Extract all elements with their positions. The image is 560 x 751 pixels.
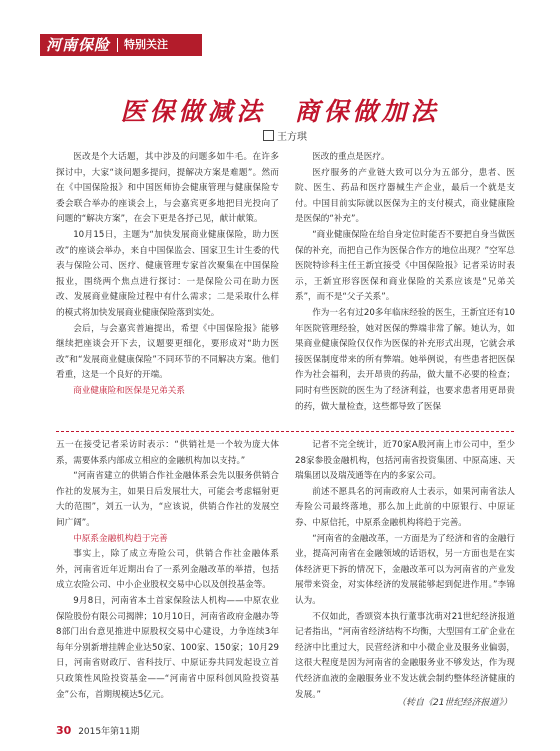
issue-label: 2015年第11期 [78, 727, 140, 737]
paragraph: 五一在接受记者采访时表示：“供销社是一个较为庞大体系，需要体系内部成立相应的金融机构加以支持。” [56, 440, 279, 466]
paragraph: 记者不完全统计，近70家A股河南上市公司中，至少28家参股金融机构，包括河南省投资集团、中原高速、天瑞集团以及瑞茂通等在内的多家公司。 [295, 440, 515, 482]
section-label: 特别关注 [124, 38, 168, 51]
author-name: 王方琪 [277, 132, 307, 143]
column-top-left [56, 150, 279, 400]
column-bottom-right [295, 438, 515, 703]
paragraph: 医疗服务的产业链大致可以分为五部分，患者、医院、医生、药品和医疗器械生产企业，最后一个就是支付。中国目前实际就以医保为主的支付模式，商业健康险是医保的“补充”。 [295, 167, 515, 225]
article-author [263, 128, 307, 143]
paragraph: 不仅如此，香颂资本执行董事沈萌对21世纪经济报道记者指出，“河南省经济结构不均衡，大型国有工矿企业在经济中比重过大，民营经济和中小微企业及服务业偏弱，这很大程度是因为河南省的金融服务业不够发达，作为现代经济血液的金融服务业不发达就会制约整体经济健康的发展。” [295, 611, 515, 700]
column-top-right [295, 150, 515, 415]
article-divider [56, 431, 514, 432]
paragraph: “河南省的金融改革，一方面是为了经济和省的金融行业，提高河南省在金融领域的话语权，另一方面也是在实体经济更下拆的情况下，金融改革可以为河南省的产业发展带来资金，对实体经济的发展能够起到促进作用。”李锦认为。 [295, 533, 515, 606]
paragraph: “河南省建立的供销合作社金融体系会先以服务供销合作社的发展为主，如果日后发展壮大，可能会考虑辐射更大的范围”，刘五一认为，“应该说，供销合作社的发展空间广阔”。 [56, 471, 279, 528]
subheading: 商业健康险和医保是兄弟关系 [73, 385, 185, 396]
source-credit: （转自《21世纪经济报道》） [397, 698, 512, 708]
article-title: 医保做减法 商保做加法 [120, 97, 440, 126]
magazine-brand: 河南保险 [46, 36, 111, 54]
column-bottom-left [56, 438, 279, 703]
paragraph: 10月15日，主题为“加快发展商业健康保险，助力医改”的座谈会举办，来自中国保监会、国家卫生计生委的代表与保险公司、医疗、健康管理专家首次聚集在中国保险报业，围绕两个焦点进行探讨：一是保险公司在助力医改、发展商业健康险过程中有什么需求；二是采取什么样的模式将加快发展商业健康保险落到实处。 [56, 229, 279, 318]
paragraph: 医改的重点是医疗。 [312, 152, 390, 162]
paragraph: 医改是个大话题，其中涉及的问题多如牛毛。在许多探讨中，大家“谈问题多提问，提解决方案是难题”。然而在《中国保险报》和中国医师协会健康管理与健康保险专委会联合举办的座谈会上，与会嘉宾更多地把目光投向了问题的“解决方案”，在会下更是各抒己见，献计献策。 [56, 152, 279, 225]
subheading: 中原系金融机构趋于完善 [73, 533, 168, 544]
page-number: 30 [56, 724, 72, 737]
paragraph: 事实上，除了成立寿险公司，供销合作社金融体系外，河南省近年近期出台了一系列金融改革的举措，包括成立农险公司、中小企业股权交易中心以及创投基金等。 [56, 549, 279, 591]
paragraph: 9月8日，河南省本土首家保险法人机构——中原农业保险股份有限公司揭牌；10月10日，河南省政府金融办等8部门出台意见推进中原股权交易中心建设，力争连续3年每年分别新增挂牌企业达50家、100家、150家；10月29日，河南省财政厅、省科技厅、中原证券共同发起设立首只政策性风险投资基金——“河南省中原科创风险投资基金”公布，首期规模达5亿元。 [56, 595, 279, 700]
paragraph: “商业健康保险在给自身定位时能否不要把自身当做医保的补充，而把自己作为医保合作方的地位出现？”空军总医院特诊科主任王新宜接受《中国保险报》记者采访时表示，王新宜形容医保和商业保险的关系应该是“兄弟关系”，而不是“父子关系”。 [295, 229, 515, 303]
page-footer [56, 724, 140, 737]
author-box-icon [263, 130, 274, 141]
page-header [0, 0, 560, 62]
header-divider [117, 38, 118, 52]
paragraph: 前述不愿具名的河南政府人士表示，如果河南省法人寿险公司最终落地，那么加上此前的中原银行、中原证券、中原信托，中原系金融机构将趋于完善。 [295, 486, 515, 528]
paragraph: 作为一名有过20多年临床经验的医生，王新宜还有10年医院管理经验，她对医保的弊端非常了解。她认为，如果商业健康保险仅仅作为医保的补充形式出现，它就会承接医保制度带来的所有弊端。她举例说，有些患者把医保作为社会福利，去开昂贵的药品，做大量不必要的检查；同时有些医院的医生为了经济利益，也要求患者用更昂贵的药，做大量检查，这些都导致了医保 [295, 307, 515, 412]
paragraph: 会后，与会嘉宾普遍提出，希望《中国保险报》能够继续把座谈会开下去，议题要更细化，要形成对“助力医改”和“发展商业健康保险”不同环节的不同解决方案。他们看重，这是一个良好的开端。 [56, 323, 279, 381]
